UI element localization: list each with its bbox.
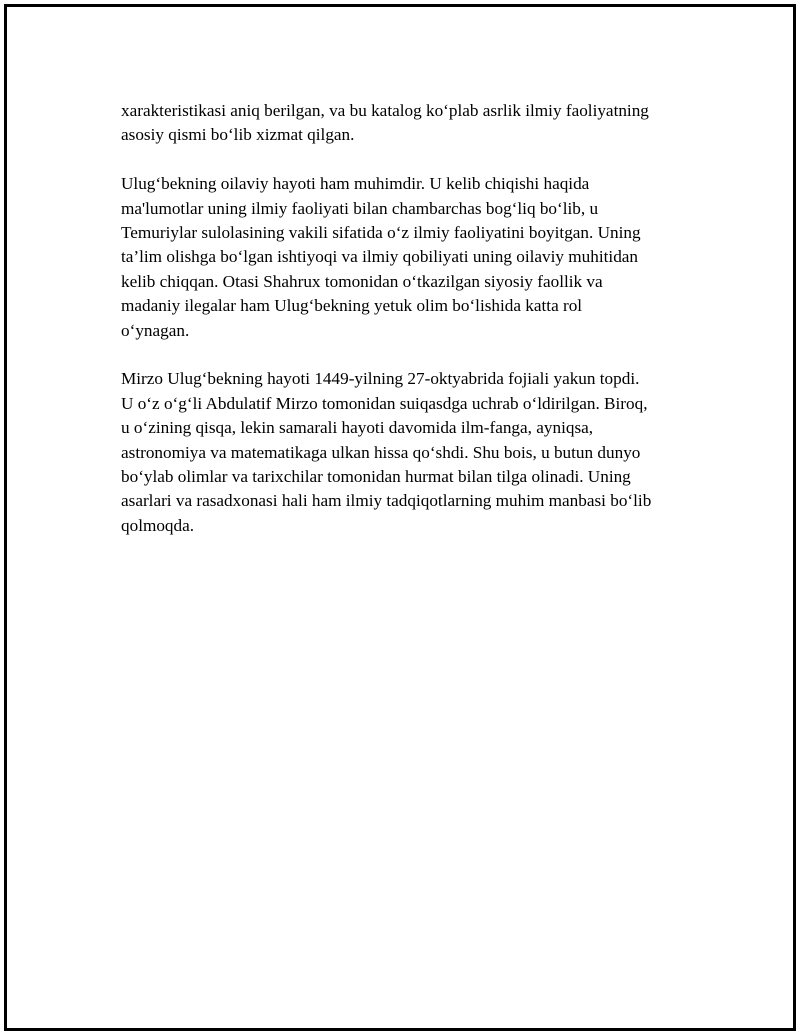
paragraph-1: xarakteristikasi aniq berilgan, va bu katalog ko‘plab asrlik ilmiy faoliyatning asosiy qismi bo‘lib xizmat qilgan. xyxy=(121,101,649,145)
page-frame xyxy=(4,4,796,1031)
document-body xyxy=(121,99,721,563)
paragraph-3: Mirzo Ulug‘bekning hayoti 1449-yilning 27-oktyabrida fojiali yakun topdi. U o‘z o‘g‘li Abdulatif Mirzo tomonidan suiqasdga uchrab o‘ldirilgan. Biroq, u o‘zining qisqa, lekin samarali hayoti davomida ilm-fanga, ayniqsa, astronomiya va matematikaga ulkan hissa qo‘shdi. Shu bois, u butun dunyo bo‘ylab olimlar va tarixchilar tomonidan hurmat bilan tilga olinadi. Uning asarlari va rasadxonasi hali ham ilmiy tadqiqotlarning muhim manbasi bo‘lib qolmoqda. xyxy=(121,369,652,535)
paragraph-2: Ulug‘bekning oilaviy hayoti ham muhimdir. U kelib chiqishi haqida ma'lumotlar uning ilmiy faoliyati bilan chambarchas bog‘liq bo‘lib, u Temuriylar sulolasining vakili sifatida o‘z ilmiy faoliyatini boyitgan. Uning ta’lim olishga bo‘lgan ishtiyoqi va ilmiy qobiliyati uning oilaviy muhitidan kelib chiqqan. Otasi Shahrux tomonidan o‘tkazilgan siyosiy faollik va madaniy ilegalar ham Ulug‘bekning yetuk olim bo‘lishida katta rol o‘ynagan. xyxy=(121,174,641,340)
